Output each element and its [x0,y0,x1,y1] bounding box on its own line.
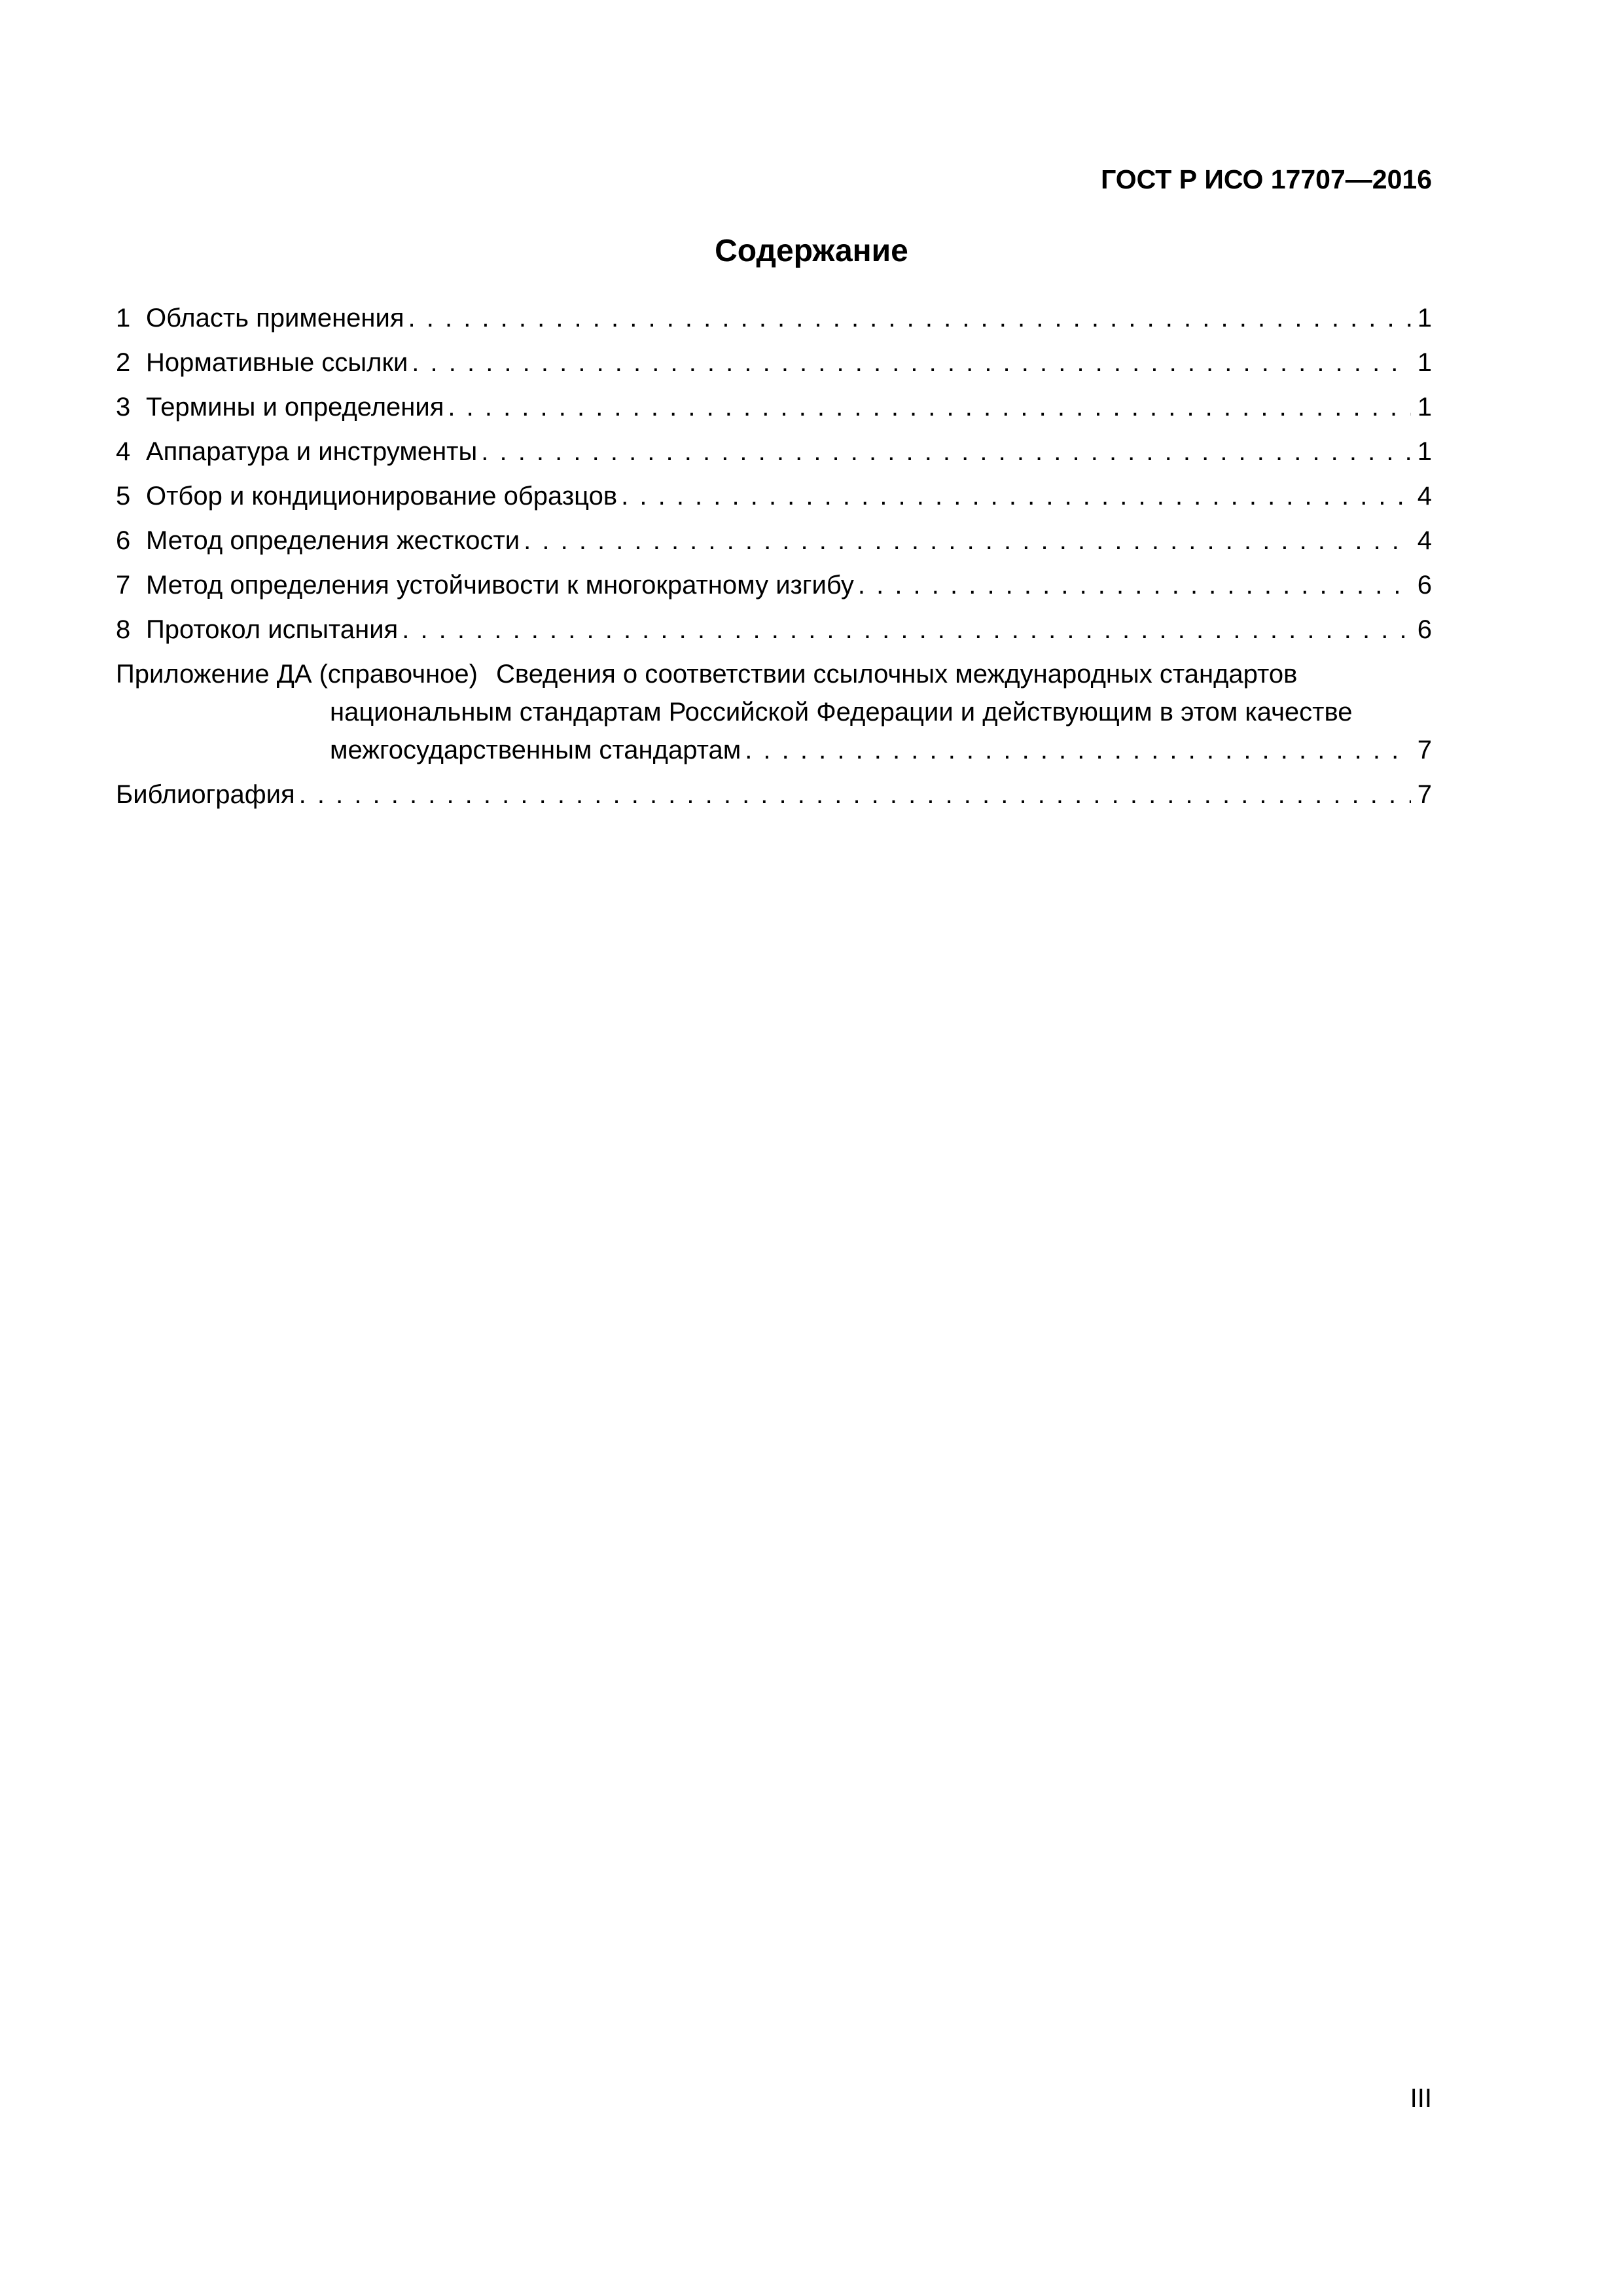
toc-entry-label: Термины и определения [146,393,444,422]
toc-entry-number: 6 [116,526,131,555]
toc-entry-label: Область применения [146,304,404,332]
toc-entry-5[interactable] [116,479,1432,524]
toc-entry-number: 2 [116,348,131,377]
toc-entry-3[interactable] [116,390,1432,435]
toc-entry-page: 1 [1417,437,1432,466]
toc-entry-label: Протокол испытания [146,615,399,644]
appendix-title-line-1: Сведения о соответствии ссылочных международных стандартов [496,660,1298,689]
toc-entry-page: 6 [1417,615,1432,644]
toc-entry-page: 6 [1417,571,1432,600]
toc-entry-number: 3 [116,393,131,422]
leader-dots [402,613,1411,647]
appendix-title-line-2: национальным стандартам Российской Федерации и действующим в этом качестве [330,698,1353,726]
toc-entry-bibliography[interactable] [116,778,1432,822]
page-title: Содержание [715,234,908,268]
leader-dots [481,435,1411,469]
toc-entry-8[interactable] [116,613,1432,657]
toc-entry-number: 5 [116,482,131,511]
leader-dots [858,568,1411,602]
toc-entry-number: 8 [116,615,131,644]
toc-entry-appendix[interactable] [116,657,1432,778]
leader-dots [621,479,1411,513]
toc-entry-page: 1 [1417,393,1432,422]
leader-dots [408,301,1411,335]
toc-entry-label: Аппаратура и инструменты [146,437,478,466]
page-number: III [1410,2084,1432,2113]
toc-entry-label: Метод определения устойчивости к многократному изгибу [146,571,854,600]
toc-entry-page: 4 [1417,482,1432,511]
toc-entry-4[interactable] [116,435,1432,479]
toc-entry-page: 4 [1417,526,1432,555]
toc-entry-page: 7 [1417,736,1432,764]
toc-entry-1[interactable] [116,301,1432,346]
leader-dots [524,524,1411,558]
toc-entry-label: Библиография [116,780,295,809]
toc-entry-label: Отбор и кондиционирование образцов [146,482,618,511]
toc-entry-6[interactable] [116,524,1432,568]
standard-code: ГОСТ Р ИСО 17707—2016 [1101,164,1432,194]
appendix-title-line-3: межгосударственным стандартам [330,736,741,764]
toc-entry-label: Метод определения жесткости [146,526,520,555]
toc-entry-number: 1 [116,304,131,332]
toc-entry-page: 1 [1417,304,1432,332]
leader-dots [448,390,1410,424]
toc-entry-page: 7 [1417,780,1432,809]
toc-entry-number: 7 [116,571,131,600]
toc-entry-7[interactable] [116,568,1432,613]
leader-dots [745,733,1411,767]
table-of-contents [116,301,1432,822]
appendix-prefix: Приложение ДА (справочное) [116,660,478,689]
leader-dots [299,778,1411,812]
toc-entry-2[interactable] [116,346,1432,390]
leader-dots [412,346,1410,380]
toc-entry-number: 4 [116,437,131,466]
toc-entry-page: 1 [1417,348,1432,377]
toc-entry-label: Нормативные ссылки [146,348,408,377]
